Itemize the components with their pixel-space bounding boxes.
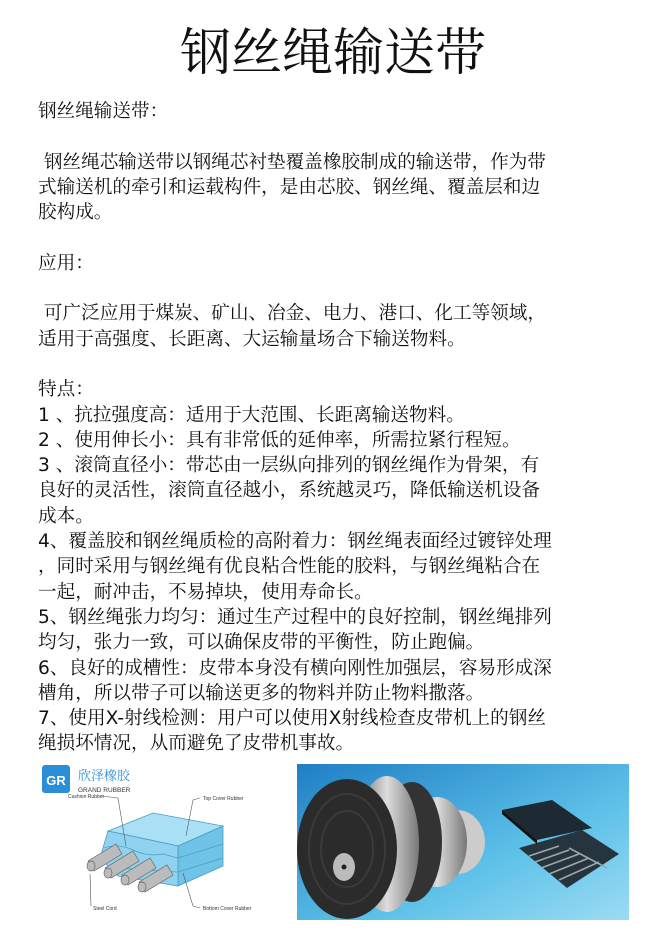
body-text-line: 绳损坏情况，从而避免了皮带机事故。 [38,733,355,755]
belt-structure-diagram [38,758,292,922]
body-text-line: 一起，耐冲击，不易掉块，使用寿命长。 [38,581,373,603]
body-text-line: 适用于高强度、长距离、大运输量场合下输送物料。 [38,328,466,350]
svg-text:GRAND RUBBER: GRAND RUBBER [78,787,131,794]
grand-rubber-logo [42,765,131,794]
cushion-rubber-label: Cushion Rubber [68,794,105,800]
article-body [38,99,638,757]
body-text-line: 可广泛应用于煤炭、矿山、冶金、电力、港口、化工等领域， [38,303,546,325]
body-text-line: 式输送机的牵引和运载构件，是由芯胶、钢丝绳、覆盖层和边 [38,176,541,198]
body-text-line: 1 、抗拉强度高：适用于大范围、长距离输送物料。 [38,404,465,426]
body-text-line: 钢丝绳芯输送带以钢绳芯衬垫覆盖橡胶制成的输送带，作为带 [38,151,546,173]
body-text-line: 槽角，所以带子可以输送更多的物料并防止物料撒落。 [38,682,485,704]
body-text-line: 6、良好的成槽性：皮带本身没有横向刚性加强层，容易形成深 [38,657,552,679]
blank-line [38,352,638,377]
svg-text:GR: GR [46,773,66,788]
top-cover-label: Top Cover Rubber [203,796,244,802]
body-text-line: 均匀，张力一致，可以确保皮带的平衡性，防止跑偏。 [38,632,485,654]
body-text-line: 3 、滚筒直径小：带芯由一层纵向排列的钢丝绳作为骨架，有 [38,455,540,477]
blank-line [38,276,638,301]
page-title: 钢丝绳输送带 [179,24,486,83]
steel-cord-label: Steel Cord [93,906,117,912]
body-text-line: 2 、使用伸长小：具有非常低的延伸率，所需拉紧行程短。 [38,429,521,451]
svg-text:欣泽橡胶: 欣泽橡胶 [78,769,131,784]
body-text-line: 5、钢丝绳张力均匀：通过生产过程中的良好控制，钢丝绳排列 [38,606,552,628]
body-text-line: ，同时采用与钢丝绳有优良粘合性能的胶料，与钢丝绳粘合在 [38,556,541,578]
body-text-line: 成本。 [38,505,94,527]
blank-line [38,225,638,250]
bottom-cover-label: Bottom Cover Rubber [203,906,252,912]
body-text-line: 胶构成。 [38,202,113,224]
body-text-line: 特点： [38,379,94,401]
blank-line [38,124,638,149]
body-text-line: 良好的灵活性，滚筒直径越小，系统越灵巧，降低输送机设备 [38,480,541,502]
body-text-line: 应用： [38,252,94,274]
body-text-line: 钢丝绳输送带： [38,101,169,122]
body-text-line: 4、覆盖胶和钢丝绳质检的高附着力：钢丝绳表面经过镀锌处理 [38,531,552,553]
body-text-line: 7、使用X-射线检测：用户可以使用X射线检查皮带机上的钢丝 [38,708,546,730]
conveyor-belt-photo [297,764,629,920]
